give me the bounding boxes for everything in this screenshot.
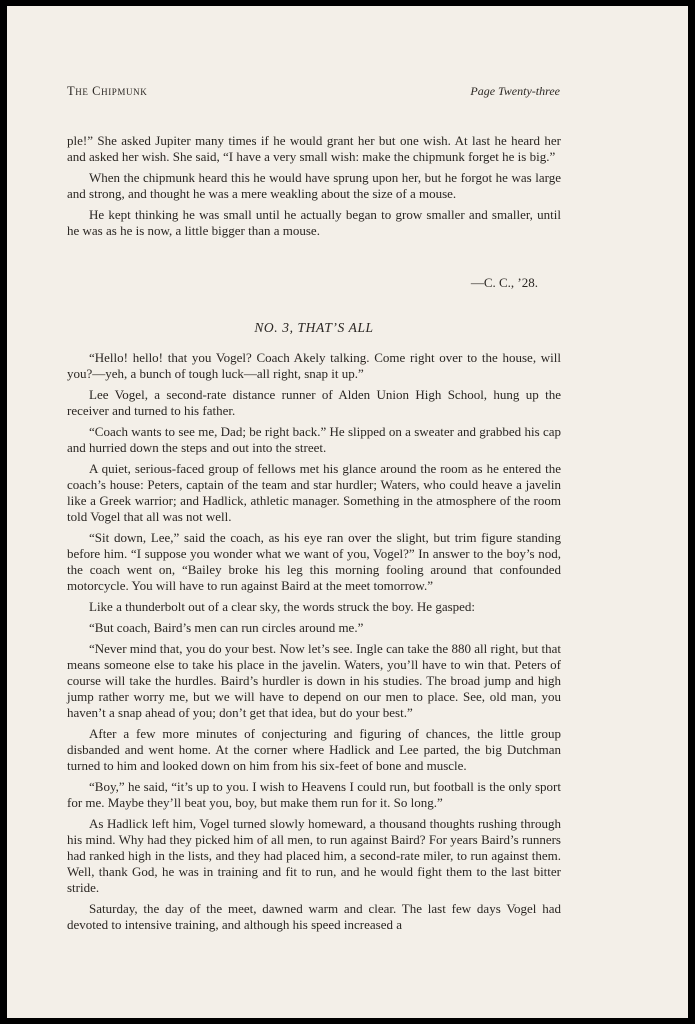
story-title: NO. 3, THAT’S ALL xyxy=(254,320,374,335)
story-one-paragraph: When the chipmunk heard this he would have sprung upon her, but he forgot he was large and strong, and thought he was a mere weakling about the size of a mouse. xyxy=(67,170,561,201)
story-two-paragraph: “Never mind that, you do your best. Now let’s see. Ingle can take the 880 all right, but that means someone else to take his place in the javelin. Waters, you’ll have to win that. Peters of course will take the hurdles. Baird’s hurdler is down in his studies. The broad jump and high jump rather worry me, but we will have to depend on our men to place. See, old man, you haven’t a snap ahead of you; don’t get that idea, but do your best.” xyxy=(67,641,561,720)
story-two-paragraph: Saturday, the day of the meet, dawned warm and clear. The last few days Vogel had devoted to intensive training, and although his speed increased a xyxy=(67,901,561,932)
story-two-paragraph: “Coach wants to see me, Dad; be right back.” He slipped on a sweater and grabbed his cap and hurried down the steps and out into the street. xyxy=(67,424,561,455)
story-two-paragraph: “Sit down, Lee,” said the coach, as his eye ran over the slight, but trim figure standing before him. “I suppose you wonder what we want of you, Vogel?” In answer to the boy’s nod, the coach went on, “Bailey broke his leg this morning fooling around that confounded motorcycle. You will have to run against Baird at the meet tomorrow.” xyxy=(67,530,561,593)
story-one-body xyxy=(67,133,561,244)
story-two-paragraph: Lee Vogel, a second-rate distance runner of Alden Union High School, hung up the receiver and turned to his father. xyxy=(67,387,561,418)
author-signature: —C. C., ’28. xyxy=(470,275,538,290)
book-page xyxy=(7,6,688,1018)
running-header xyxy=(67,84,560,100)
story-two-paragraph: A quiet, serious-faced group of fellows met his glance around the room as he entered the coach’s house: Peters, captain of the team and star hurdler; Waters, who could heave a javelin like a Greek warrior; and Hadlick, athletic manager. Something in the atmosphere of the room told Vogel that all was not well. xyxy=(67,461,561,524)
story-one-paragraph: ple!” She asked Jupiter many times if he would grant her but one wish. At last he heard her and asked her wish. She said, “I have a very small wish: make the chipmunk forget he is big.” xyxy=(67,133,561,164)
story-two-paragraph: “Boy,” he said, “it’s up to you. I wish to Heavens I could run, but football is the only sport for me. Maybe they’ll beat you, boy, but make them run for it. So long.” xyxy=(67,779,561,810)
publication-title: The Chipmunk xyxy=(67,84,148,98)
story-two-paragraph: After a few more minutes of conjecturing and figuring of chances, the little group disbanded and went home. At the corner where Hadlick and Lee parted, the big Dutchman turned to him and looked down on him from his six-feet of bone and muscle. xyxy=(67,726,561,773)
story-two-body xyxy=(67,350,561,938)
story-two-paragraph: As Hadlick left him, Vogel turned slowly homeward, a thousand thoughts rushing through his mind. Why had they picked him of all men, to run against Baird? For years Baird’s runners had ranked high in the lists, and they had placed him, a second-rate miler, to run against them. Well, thank God, he was in training and fit to run, and he would fight them to the last bitter stride. xyxy=(67,816,561,895)
story-two-paragraph: “But coach, Baird’s men can run circles around me.” xyxy=(89,620,364,635)
story-two-paragraph: Like a thunderbolt out of a clear sky, the words struck the boy. He gasped: xyxy=(89,599,476,614)
page-number: Page Twenty-three xyxy=(470,84,560,98)
story-one-paragraph: He kept thinking he was small until he actually began to grow smaller and smaller, until he was as he is now, a little bigger than a mouse. xyxy=(67,207,561,238)
story-two-paragraph: “Hello! hello! that you Vogel? Coach Akely talking. Come right over to the house, will you?—yeh, a bunch of tough luck—all right, snap it up.” xyxy=(67,350,561,381)
